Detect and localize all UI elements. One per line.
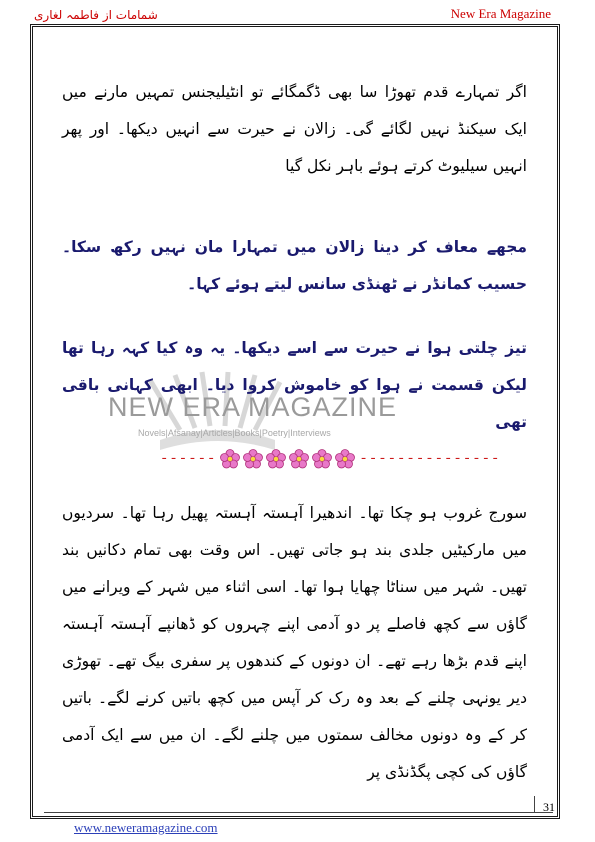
watermark-title: NEW ERA MAGAZINE <box>108 392 398 422</box>
separator-dashes-left: ------ <box>160 451 217 467</box>
paragraph-1 <box>62 74 527 185</box>
paragraph-3 <box>62 330 527 441</box>
paragraph-2 <box>62 229 527 303</box>
paragraph-text: اگر تمہارے قدم تھوڑا سا بھی ڈگمگائے تو انٹیلیجنس تمہیں مارنے میں ایک سیکنڈ نہیں لگائے گی۔ زالان نے حیرت سے انہیں دیکھا۔ اور پھر انہیں سیلیوٹ کرتے ہوئے باہر نکل گیا <box>62 83 527 175</box>
page-number-divider <box>534 796 535 813</box>
separator-flowers <box>220 449 355 469</box>
section-separator <box>160 444 530 474</box>
flower-icon <box>312 449 332 469</box>
header-magazine-title: New Era Magazine <box>450 6 551 21</box>
flower-icon <box>289 449 309 469</box>
paragraph-text: مجھے معاف کر دینا زالان میں تمہارا مان نہیں رکھ سکا۔ حسیب کمانڈر نے ٹھنڈی سانس لیتے ہوئے کہا۔ <box>62 238 527 293</box>
footer-rule <box>44 812 553 813</box>
flower-icon <box>220 449 240 469</box>
flower-icon <box>243 449 263 469</box>
website-link[interactable]: www.neweramagazine.com <box>74 820 218 835</box>
page-number: 31 <box>543 800 555 814</box>
flower-icon <box>335 449 355 469</box>
separator-dashes-right: --------------- <box>359 451 501 467</box>
paragraph-4 <box>62 495 527 791</box>
paragraph-text: تیز چلتی ہوا نے حیرت سے اسے دیکھا۔ یہ وہ کیا کہہ رہا تھا لیکن قسمت نے ہوا کو خاموش کروا دیا۔ ابھی کہانی باقی تھی <box>62 339 527 431</box>
paragraph-text: سورج غروب ہو چکا تھا۔ اندھیرا آہستہ آہستہ پھیل رہا تھا۔ سردیوں میں مارکیٹیں جلدی بند ہو جاتی تھیں۔ اس وقت بھی تمام دکانیں بند تھیں۔ شہر میں سناٹا چھایا ہوا تھا۔ اسی اثناء میں شہر کے ویرانے میں گاؤں سے کچھ فاصلے پر دو آدمی اپنے چہروں کو ڈھانپے آہستہ آہستہ اپنے قدم بڑھا رہے تھے۔ ان دونوں کے کندھوں پر سفری بیگ تھے۔ تھوڑی دیر یونہی چلنے کے بعد وہ رک کر آپس میں کچھ باتیں کرنے لگے۔ باتیں کر کے وہ دونوں مخالف سمتوں میں چلنے لگے۔ ان میں سے ایک آدمی گاؤں کی کچی پگڈنڈی پر <box>62 504 527 781</box>
flower-icon <box>266 449 286 469</box>
header-author: شمامات از فاطمہ لغاری <box>34 8 158 22</box>
watermark-subtitle: Novels|Afsanay|Articles|Books|Poetry|Interviews <box>138 428 331 438</box>
